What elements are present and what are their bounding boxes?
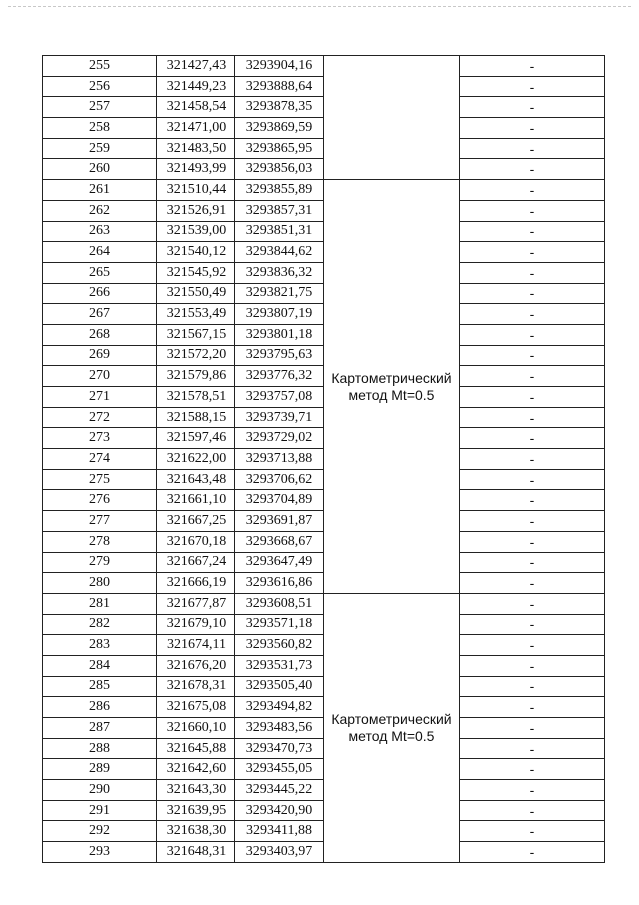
- point-number-cell: 268: [43, 324, 157, 345]
- point-number-cell: 291: [43, 800, 157, 821]
- x-coordinate-cell: 321539,00: [157, 221, 235, 242]
- y-coordinate-cell: 3293608,51: [235, 593, 324, 614]
- y-coordinate-cell: 3293560,82: [235, 635, 324, 656]
- method-line-1: Картометрический: [331, 369, 452, 386]
- x-coordinate-cell: 321679,10: [157, 614, 235, 635]
- x-coordinate-cell: 321642,60: [157, 759, 235, 780]
- y-coordinate-cell: 3293739,71: [235, 407, 324, 428]
- point-number-cell: 292: [43, 821, 157, 842]
- point-number-cell: 273: [43, 428, 157, 449]
- y-coordinate-cell: 3293647,49: [235, 552, 324, 573]
- accuracy-value-cell: -: [460, 324, 605, 345]
- y-coordinate-cell: 3293445,22: [235, 780, 324, 801]
- point-number-cell: 259: [43, 138, 157, 159]
- x-coordinate-cell: 321639,95: [157, 800, 235, 821]
- scan-edge-artifact: [8, 6, 631, 7]
- x-coordinate-cell: 321677,87: [157, 593, 235, 614]
- point-number-cell: 288: [43, 738, 157, 759]
- accuracy-value-cell: -: [460, 800, 605, 821]
- point-number-cell: 280: [43, 573, 157, 594]
- accuracy-value-cell: -: [460, 221, 605, 242]
- x-coordinate-cell: 321661,10: [157, 490, 235, 511]
- point-number-cell: 257: [43, 97, 157, 118]
- accuracy-value-cell: -: [460, 242, 605, 263]
- accuracy-value-cell: -: [460, 138, 605, 159]
- method-line-2: метод Mt=0.5: [348, 386, 435, 403]
- point-number-cell: 269: [43, 345, 157, 366]
- x-coordinate-cell: 321660,10: [157, 718, 235, 739]
- accuracy-value-cell: -: [460, 345, 605, 366]
- y-coordinate-cell: 3293729,02: [235, 428, 324, 449]
- accuracy-value-cell: -: [460, 655, 605, 676]
- point-number-cell: 281: [43, 593, 157, 614]
- y-coordinate-cell: 3293494,82: [235, 697, 324, 718]
- method-cell: [324, 56, 460, 180]
- y-coordinate-cell: 3293411,88: [235, 821, 324, 842]
- point-number-cell: 278: [43, 531, 157, 552]
- y-coordinate-cell: 3293851,31: [235, 221, 324, 242]
- x-coordinate-cell: 321553,49: [157, 304, 235, 325]
- y-coordinate-cell: 3293571,18: [235, 614, 324, 635]
- accuracy-value-cell: -: [460, 304, 605, 325]
- point-number-cell: 287: [43, 718, 157, 739]
- y-coordinate-cell: 3293420,90: [235, 800, 324, 821]
- accuracy-value-cell: -: [460, 531, 605, 552]
- y-coordinate-cell: 3293878,35: [235, 97, 324, 118]
- y-coordinate-cell: 3293801,18: [235, 324, 324, 345]
- point-number-cell: 274: [43, 449, 157, 470]
- point-number-cell: 271: [43, 387, 157, 408]
- accuracy-value-cell: -: [460, 780, 605, 801]
- accuracy-value-cell: -: [460, 490, 605, 511]
- x-coordinate-cell: 321667,24: [157, 552, 235, 573]
- x-coordinate-cell: 321648,31: [157, 842, 235, 863]
- accuracy-value-cell: -: [460, 635, 605, 656]
- x-coordinate-cell: 321567,15: [157, 324, 235, 345]
- point-number-cell: 285: [43, 676, 157, 697]
- accuracy-value-cell: -: [460, 614, 605, 635]
- y-coordinate-cell: 3293888,64: [235, 76, 324, 97]
- point-number-cell: 266: [43, 283, 157, 304]
- x-coordinate-cell: 321540,12: [157, 242, 235, 263]
- point-number-cell: 270: [43, 366, 157, 387]
- x-coordinate-cell: 321579,86: [157, 366, 235, 387]
- accuracy-value-cell: -: [460, 387, 605, 408]
- method-cell: [324, 180, 460, 594]
- x-coordinate-cell: 321666,19: [157, 573, 235, 594]
- accuracy-value-cell: -: [460, 200, 605, 221]
- table-row: [43, 180, 605, 201]
- method-line-1: Картометрический: [331, 710, 452, 727]
- point-number-cell: 289: [43, 759, 157, 780]
- x-coordinate-cell: 321483,50: [157, 138, 235, 159]
- accuracy-value-cell: -: [460, 738, 605, 759]
- method-cell: [324, 593, 460, 862]
- y-coordinate-cell: 3293704,89: [235, 490, 324, 511]
- x-coordinate-cell: 321674,11: [157, 635, 235, 656]
- y-coordinate-cell: 3293616,86: [235, 573, 324, 594]
- y-coordinate-cell: 3293869,59: [235, 118, 324, 139]
- y-coordinate-cell: 3293776,32: [235, 366, 324, 387]
- accuracy-value-cell: -: [460, 283, 605, 304]
- x-coordinate-cell: 321545,92: [157, 262, 235, 283]
- x-coordinate-cell: 321550,49: [157, 283, 235, 304]
- point-number-cell: 293: [43, 842, 157, 863]
- y-coordinate-cell: 3293865,95: [235, 138, 324, 159]
- point-number-cell: 277: [43, 511, 157, 532]
- accuracy-value-cell: -: [460, 552, 605, 573]
- accuracy-value-cell: -: [460, 593, 605, 614]
- accuracy-value-cell: -: [460, 573, 605, 594]
- y-coordinate-cell: 3293706,62: [235, 469, 324, 490]
- x-coordinate-cell: 321597,46: [157, 428, 235, 449]
- y-coordinate-cell: 3293821,75: [235, 283, 324, 304]
- accuracy-value-cell: -: [460, 366, 605, 387]
- accuracy-value-cell: -: [460, 676, 605, 697]
- accuracy-value-cell: -: [460, 697, 605, 718]
- y-coordinate-cell: 3293668,67: [235, 531, 324, 552]
- accuracy-value-cell: -: [460, 449, 605, 470]
- y-coordinate-cell: 3293807,19: [235, 304, 324, 325]
- y-coordinate-cell: 3293531,73: [235, 655, 324, 676]
- x-coordinate-cell: 321667,25: [157, 511, 235, 532]
- point-number-cell: 290: [43, 780, 157, 801]
- accuracy-value-cell: -: [460, 428, 605, 449]
- point-number-cell: 263: [43, 221, 157, 242]
- point-number-cell: 261: [43, 180, 157, 201]
- x-coordinate-cell: 321638,30: [157, 821, 235, 842]
- x-coordinate-cell: 321449,23: [157, 76, 235, 97]
- x-coordinate-cell: 321458,54: [157, 97, 235, 118]
- x-coordinate-cell: 321678,31: [157, 676, 235, 697]
- point-number-cell: 264: [43, 242, 157, 263]
- y-coordinate-cell: 3293795,63: [235, 345, 324, 366]
- x-coordinate-cell: 321526,91: [157, 200, 235, 221]
- point-number-cell: 282: [43, 614, 157, 635]
- x-coordinate-cell: 321510,44: [157, 180, 235, 201]
- y-coordinate-cell: 3293836,32: [235, 262, 324, 283]
- x-coordinate-cell: 321676,20: [157, 655, 235, 676]
- point-number-cell: 262: [43, 200, 157, 221]
- accuracy-value-cell: -: [460, 469, 605, 490]
- accuracy-value-cell: -: [460, 262, 605, 283]
- y-coordinate-cell: 3293844,62: [235, 242, 324, 263]
- x-coordinate-cell: 321493,99: [157, 159, 235, 180]
- point-number-cell: 265: [43, 262, 157, 283]
- point-number-cell: 267: [43, 304, 157, 325]
- y-coordinate-cell: 3293856,03: [235, 159, 324, 180]
- x-coordinate-cell: 321471,00: [157, 118, 235, 139]
- x-coordinate-cell: 321427,43: [157, 56, 235, 77]
- accuracy-value-cell: -: [460, 821, 605, 842]
- point-number-cell: 255: [43, 56, 157, 77]
- accuracy-value-cell: -: [460, 56, 605, 77]
- x-coordinate-cell: 321572,20: [157, 345, 235, 366]
- accuracy-value-cell: -: [460, 842, 605, 863]
- y-coordinate-cell: 3293403,97: [235, 842, 324, 863]
- point-number-cell: 279: [43, 552, 157, 573]
- coordinates-table: [42, 55, 605, 863]
- table-row: [43, 593, 605, 614]
- y-coordinate-cell: 3293855,89: [235, 180, 324, 201]
- point-number-cell: 284: [43, 655, 157, 676]
- coordinates-table-body: [43, 56, 605, 863]
- accuracy-value-cell: -: [460, 76, 605, 97]
- accuracy-value-cell: -: [460, 407, 605, 428]
- y-coordinate-cell: 3293904,16: [235, 56, 324, 77]
- x-coordinate-cell: 321643,48: [157, 469, 235, 490]
- accuracy-value-cell: -: [460, 511, 605, 532]
- accuracy-value-cell: -: [460, 97, 605, 118]
- point-number-cell: 258: [43, 118, 157, 139]
- point-number-cell: 272: [43, 407, 157, 428]
- table-row: [43, 56, 605, 77]
- x-coordinate-cell: 321675,08: [157, 697, 235, 718]
- y-coordinate-cell: 3293691,87: [235, 511, 324, 532]
- y-coordinate-cell: 3293483,56: [235, 718, 324, 739]
- point-number-cell: 283: [43, 635, 157, 656]
- y-coordinate-cell: 3293505,40: [235, 676, 324, 697]
- x-coordinate-cell: 321588,15: [157, 407, 235, 428]
- accuracy-value-cell: -: [460, 118, 605, 139]
- x-coordinate-cell: 321670,18: [157, 531, 235, 552]
- y-coordinate-cell: 3293455,05: [235, 759, 324, 780]
- accuracy-value-cell: -: [460, 180, 605, 201]
- accuracy-value-cell: -: [460, 718, 605, 739]
- point-number-cell: 260: [43, 159, 157, 180]
- method-line-2: метод Mt=0.5: [348, 727, 435, 744]
- y-coordinate-cell: 3293857,31: [235, 200, 324, 221]
- y-coordinate-cell: 3293757,08: [235, 387, 324, 408]
- accuracy-value-cell: -: [460, 759, 605, 780]
- point-number-cell: 275: [43, 469, 157, 490]
- x-coordinate-cell: 321645,88: [157, 738, 235, 759]
- point-number-cell: 256: [43, 76, 157, 97]
- point-number-cell: 286: [43, 697, 157, 718]
- x-coordinate-cell: 321578,51: [157, 387, 235, 408]
- x-coordinate-cell: 321622,00: [157, 449, 235, 470]
- point-number-cell: 276: [43, 490, 157, 511]
- y-coordinate-cell: 3293713,88: [235, 449, 324, 470]
- accuracy-value-cell: -: [460, 159, 605, 180]
- y-coordinate-cell: 3293470,73: [235, 738, 324, 759]
- x-coordinate-cell: 321643,30: [157, 780, 235, 801]
